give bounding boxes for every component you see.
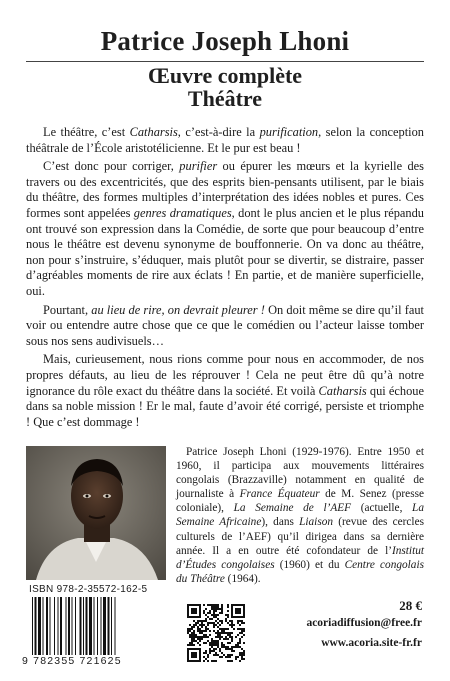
- publisher-website: www.acoria.site-fr.fr: [321, 637, 422, 649]
- qr-code-icon: [187, 604, 245, 662]
- author-name: Patrice Joseph Lhoni: [100, 26, 350, 56]
- title-line-2: Théâtre: [187, 86, 263, 111]
- author-portrait: [26, 446, 166, 580]
- blurb-paragraph: C’est donc pour corriger, purifier ou épurer les mœurs et la kyrielle des travers ou des excentricités, que des esprits bien-pensants utilisent, par le biais du théâtre, des formes multiples d’interprétation des idées nobles et pures. Ces formes sont appelées genres dramatiques, dont le plus ancien et le plus répandu ont trouvé son expression dans la Comédie, de sorte que pour beaucoup d’entre nous le théâtre est devenu synonyme de bouffonnerie. On va donc au théâtre, non pour s’instruire, s’éduquer, mais plutôt pour se divertir, se distraire, passer d’agréables moments de rire aux éclats ! En partie, et de manière superficielle, oui.: [26, 159, 424, 298]
- title-divider: [26, 61, 424, 62]
- blurb-paragraph: Le théâtre, c’est Catharsis, c’est-à-dire la purification, selon la conception théâtrale de l’École aristotélicienne. Et le pur est beau !: [26, 125, 424, 155]
- book-title: [0, 64, 450, 110]
- blurb-paragraph: Pourtant, au lieu de rire, on devrait pleurer ! On doit même se dire qu’il faut voir ou entendre autre chose que ce que le comédien ou l’acteur laisse tomber sous nos sens audivisuels…: [26, 302, 424, 348]
- title-line-1: Œuvre complète: [147, 63, 303, 88]
- blurb-paragraph: Mais, curieusement, nous rions comme pour nous en accommoder, de nos propres défauts, au lieu de les réprouver ! Cela ne peut être dû qu’à notre ignorance du rôle exact du théâtre dans la société. Et voilà Catharsis qui échoue dans sa noble mission ! Er le mal, faute d’avoir été corrigé, persiste et triomphe ! Que c’est dommage !: [26, 352, 424, 429]
- price: 28 €: [399, 598, 422, 613]
- author-bio: [176, 445, 424, 586]
- barcode-icon: [30, 597, 170, 663]
- isbn-label: ISBN 978-2-35572-162-5: [29, 584, 148, 595]
- blurb: [26, 125, 424, 433]
- bio-paragraph: Patrice Joseph Lhoni (1929-1976). Entre 1950 et 1960, il participa aux mouvements littéraires congolais (Brazzaville) notamment en qualité de journaliste à France Équateur de M. Senez (presse coloniale), La Semaine de l’AEF (actuelle, La Semaine Africaine), dans Liaison (revue des cercles culturels de l’AEF) qu’il dirigea dans sa dernière année. Il a en outre été cofondateur de l’Institut d’Études congolaises (1960) et du Centre congolais du Théâtre (1964).: [176, 446, 424, 585]
- publisher-email: acoriadiffusion@free.fr: [306, 617, 422, 629]
- barcode-digits: 9 782355 721625: [22, 655, 122, 667]
